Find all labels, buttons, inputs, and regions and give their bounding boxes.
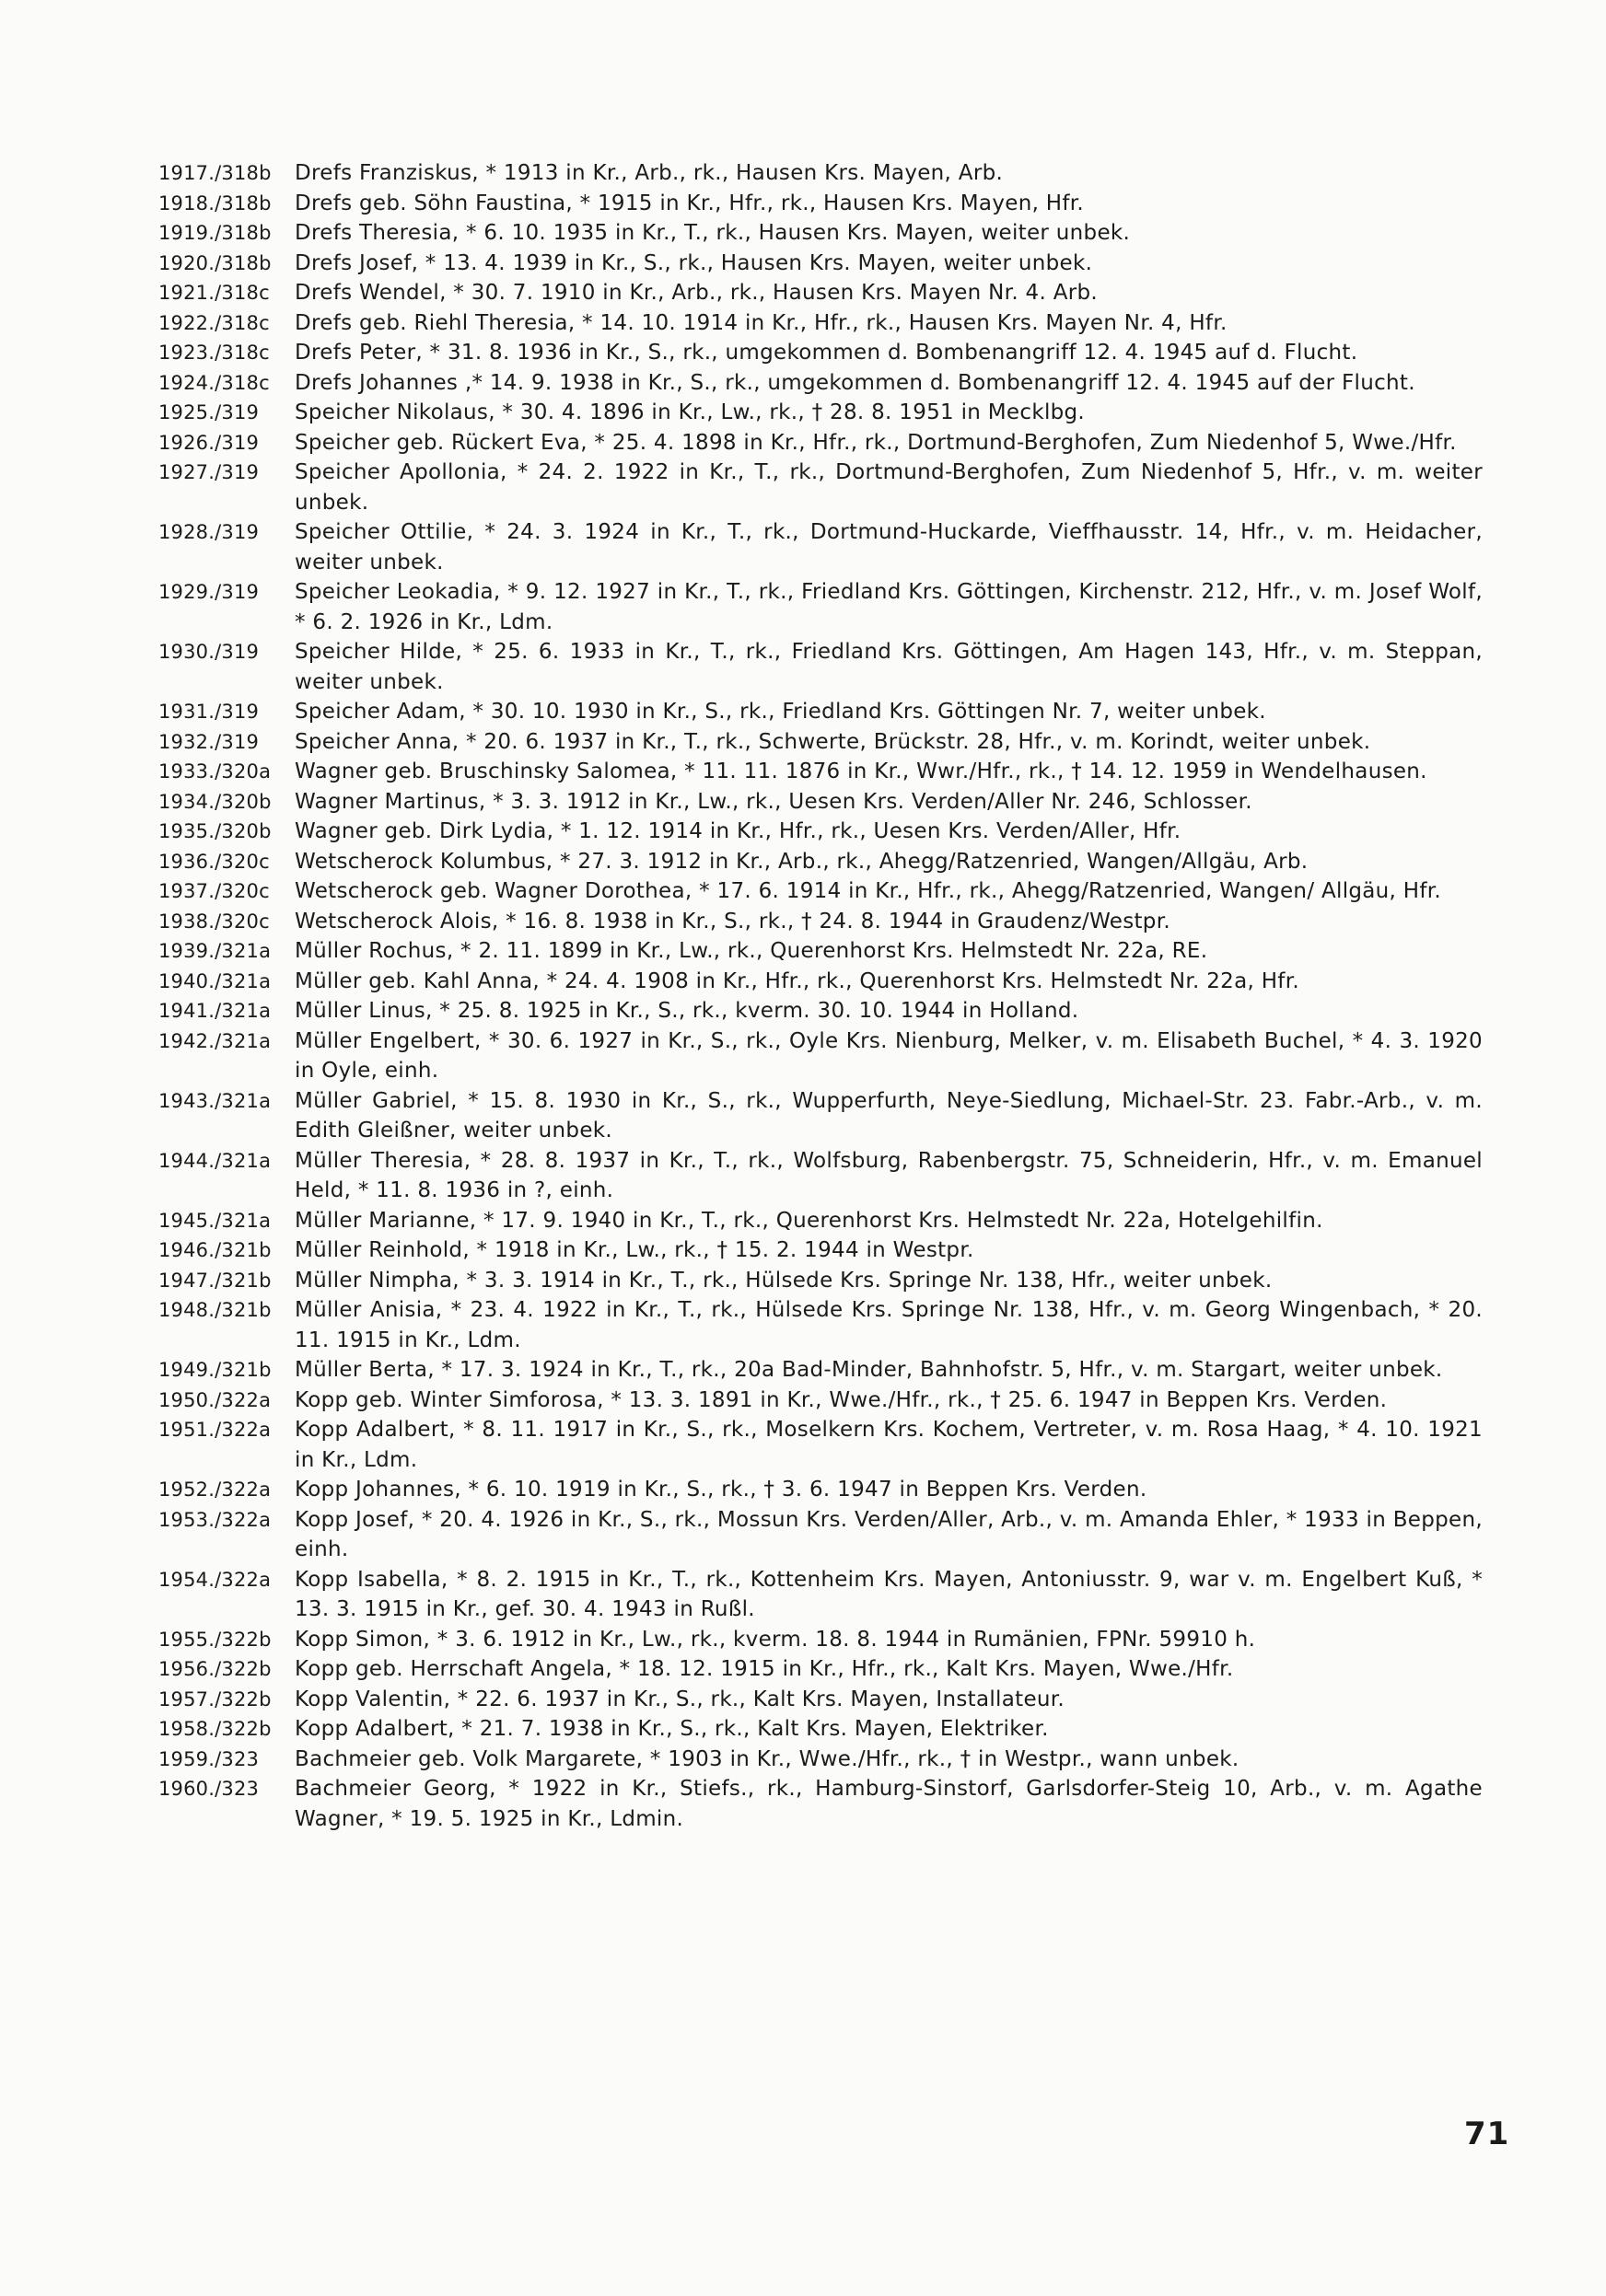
register-entry <box>0 1685 1606 1715</box>
entry-text: Speicher Nikolaus, * 30. 4. 1896 in Kr., Lw., rk., † 28. 8. 1951 in Mecklbg. <box>295 400 1086 424</box>
entry-text: Drefs Peter, * 31. 8. 1936 in Kr., S., rk., umgekommen d. Bombenangriff 12. 4. 1945 auf d. Flucht. <box>295 341 1358 365</box>
register-entry <box>0 308 1606 339</box>
entry-text: Bachmeier Georg, * 1922 in Kr., Stiefs., rk., Hamburg-Sinstorf, Garlsdorfer-Steig 10, Arb., v. m. Agathe Wagner, * 19. 5. 1925 in Kr., Ldmin. <box>295 1777 1483 1831</box>
entry-number: 1926./319 <box>158 431 260 454</box>
entry-text: Müller Gabriel, * 15. 8. 1930 in Kr., S., rk., Wupperfurth, Neye-Siedlung, Michael-Str. 23. Fabr.-Arb., v. m. Edith Gleißner, weiter unbek. <box>295 1088 1483 1142</box>
register-entry <box>0 1235 1606 1266</box>
entry-text: Bachmeier geb. Volk Margarete, * 1903 in Kr., Wwe./Hfr., rk., † in Westpr., wann unbek. <box>295 1746 1239 1771</box>
register-entry <box>0 1146 1606 1206</box>
entry-text: Müller Linus, * 25. 8. 1925 in Kr., S., rk., kverm. 30. 10. 1944 in Holland. <box>295 999 1079 1023</box>
register-entry <box>0 847 1606 877</box>
entry-text: Drefs geb. Söhn Faustina, * 1915 in Kr., Hfr., rk., Hausen Krs. Mayen, Hfr. <box>295 191 1085 215</box>
entry-number: 1936./320c <box>158 850 270 873</box>
entry-text: Speicher Adam, * 30. 10. 1930 in Kr., S., rk., Friedland Krs. Göttingen Nr. 7, weiter unbek. <box>295 700 1266 724</box>
entry-text: Müller Anisia, * 23. 4. 1922 in Kr., T., rk., Hülsede Krs. Springe Nr. 138, Hfr., v. m. Georg Wingenbach, * 20. 11. 1915 in Kr., Ldm. <box>295 1298 1483 1352</box>
register-entry <box>0 1355 1606 1386</box>
entry-number: 1956./322b <box>158 1658 272 1680</box>
entry-text: Speicher Anna, * 20. 6. 1937 in Kr., T., rk., Schwerte, Brückstr. 28, Hfr., v. m. Korindt, weiter unbek. <box>295 729 1371 754</box>
register-entry <box>0 787 1606 818</box>
entry-text: Müller Nimpha, * 3. 3. 1914 in Kr., T., rk., Hülsede Krs. Springe Nr. 138, Hfr., weiter unbek. <box>295 1268 1273 1293</box>
register-entry <box>0 278 1606 308</box>
entry-text: Müller Theresia, * 28. 8. 1937 in Kr., T., rk., Wolfsburg, Rabenbergstr. 75, Schneiderin, Hfr., v. m. Emanuel Held, * 11. 8. 1936 in ?, einh. <box>295 1148 1483 1202</box>
entry-text: Müller Engelbert, * 30. 6. 1927 in Kr., S., rk., Oyle Krs. Nienburg, Melker, v. m. Elisabeth Buchel, * 4. 3. 1920 in Oyle, einh. <box>295 1028 1483 1083</box>
entry-number: 1930./319 <box>158 641 260 663</box>
entry-number: 1949./321b <box>158 1359 272 1381</box>
register-entry <box>0 1654 1606 1685</box>
entry-number: 1932./319 <box>158 730 260 753</box>
register-entry <box>0 189 1606 219</box>
entry-number: 1959./323 <box>158 1747 260 1770</box>
entry-text: Kopp Johannes, * 6. 10. 1919 in Kr., S., rk., † 3. 6. 1947 in Beppen Krs. Verden. <box>295 1478 1147 1502</box>
register-entry <box>0 1295 1606 1355</box>
entry-number: 1933./320a <box>158 760 272 783</box>
register-entry <box>0 996 1606 1026</box>
entry-number: 1945./321a <box>158 1209 272 1232</box>
register-entry <box>0 727 1606 758</box>
entry-number: 1935./320b <box>158 820 272 842</box>
register-entry <box>0 1565 1606 1625</box>
entry-text: Müller Reinhold, * 1918 in Kr., Lw., rk., † 15. 2. 1944 in Westpr. <box>295 1238 974 1262</box>
register-entry <box>0 1086 1606 1146</box>
register-entries <box>0 158 1606 1834</box>
entry-number: 1934./320b <box>158 790 272 813</box>
register-entry <box>0 1714 1606 1745</box>
entry-text: Speicher Ottilie, * 24. 3. 1924 in Kr., T., rk., Dortmund-Huckarde, Vieffhausstr. 14, Hfr., v. m. Heidacher, weiter unbek. <box>295 520 1483 574</box>
entry-number: 1927./319 <box>158 461 260 483</box>
register-entry <box>0 158 1606 189</box>
entry-number: 1922./318c <box>158 311 270 334</box>
entry-text: Wetscherock Alois, * 16. 8. 1938 in Kr., S., rk., † 24. 8. 1944 in Graudenz/Westpr. <box>295 909 1170 933</box>
entry-text: Kopp Adalbert, * 8. 11. 1917 in Kr., S., rk., Moselkern Krs. Kochem, Vertreter, v. m. Rosa Haag, * 4. 10. 1921 in Kr., Ldm. <box>295 1418 1483 1472</box>
entry-number: 1924./318c <box>158 371 270 394</box>
entry-text: Kopp geb. Herrschaft Angela, * 18. 12. 1915 in Kr., Hfr., rk., Kalt Krs. Mayen, Wwe./Hfr. <box>295 1657 1234 1681</box>
register-entry <box>0 458 1606 517</box>
entry-number: 1944./321a <box>158 1149 272 1172</box>
entry-text: Kopp Adalbert, * 21. 7. 1938 in Kr., S., rk., Kalt Krs. Mayen, Elektriker. <box>295 1717 1049 1741</box>
entry-text: Kopp Josef, * 20. 4. 1926 in Kr., S., rk., Mossun Krs. Verden/Aller, Arb., v. m. Amanda Ehler, * 1933 in Beppen, einh. <box>295 1507 1483 1561</box>
entry-text: Drefs Josef, * 13. 4. 1939 in Kr., S., rk., Hausen Krs. Mayen, weiter unbek. <box>295 250 1093 275</box>
register-entry <box>0 907 1606 937</box>
entry-number: 1940./321a <box>158 969 272 992</box>
register-entry <box>0 517 1606 577</box>
entry-text: Wetscherock Kolumbus, * 27. 3. 1912 in Kr., Arb., rk., Ahegg/Ratzenried, Wangen/Allgäu, Arb. <box>295 849 1309 874</box>
register-entry <box>0 1774 1606 1834</box>
register-entry <box>0 1266 1606 1296</box>
register-entry <box>0 398 1606 428</box>
entry-text: Drefs Wendel, * 30. 7. 1910 in Kr., Arb., rk., Hausen Krs. Mayen Nr. 4. Arb. <box>295 281 1099 305</box>
entry-number: 1929./319 <box>158 581 260 603</box>
register-entry <box>0 757 1606 787</box>
entry-text: Kopp geb. Winter Simforosa, * 13. 3. 1891 in Kr., Wwe./Hfr., rk., † 25. 6. 1947 in Beppen Krs. Verden. <box>295 1387 1388 1412</box>
register-entry <box>0 1206 1606 1236</box>
entry-text: Speicher Hilde, * 25. 6. 1933 in Kr., T., rk., Friedland Krs. Göttingen, Am Hagen 143, Hfr., v. m. Steppan, weiter unbek. <box>295 640 1483 694</box>
entry-number: 1943./321a <box>158 1089 272 1112</box>
register-entry <box>0 428 1606 458</box>
register-entry <box>0 338 1606 368</box>
entry-text: Müller Berta, * 17. 3. 1924 in Kr., T., rk., 20a Bad-Minder, Bahnhofstr. 5, Hfr., v. m. Stargart, weiter unbek. <box>295 1358 1443 1382</box>
entry-number: 1960./323 <box>158 1778 260 1800</box>
entry-text: Müller Marianne, * 17. 9. 1940 in Kr., T., rk., Querenhorst Krs. Helmstedt Nr. 22a, Hotelgehilfin. <box>295 1208 1323 1233</box>
entry-number: 1928./319 <box>158 521 260 543</box>
register-entry <box>0 1745 1606 1775</box>
entry-text: Speicher geb. Rückert Eva, * 25. 4. 1898 in Kr., Hfr., rk., Dortmund-Berghofen, Zum Niedenhof 5, Wwe./Hfr. <box>295 430 1457 455</box>
entry-number: 1923./318c <box>158 342 270 364</box>
register-entry <box>0 936 1606 967</box>
entry-number: 1942./321a <box>158 1029 272 1052</box>
register-entry <box>0 249 1606 279</box>
entry-number: 1953./322a <box>158 1508 272 1531</box>
entry-number: 1957./322b <box>158 1687 272 1710</box>
entry-number: 1938./320c <box>158 910 270 933</box>
entry-text: Kopp Isabella, * 8. 2. 1915 in Kr., T., rk., Kottenheim Krs. Mayen, Antoniusstr. 9, war v. m. Engelbert Kuß, * 13. 3. 1915 in Kr., gef. 30. 4. 1943 in Rußl. <box>295 1567 1483 1621</box>
entry-number: 1950./322a <box>158 1388 272 1411</box>
entry-number: 1946./321b <box>158 1239 272 1261</box>
register-entry <box>0 817 1606 847</box>
entry-number: 1951./322a <box>158 1419 272 1441</box>
entry-text: Wagner Martinus, * 3. 3. 1912 in Kr., Lw., rk., Uesen Krs. Verden/Aller Nr. 246, Schlosser. <box>295 789 1252 814</box>
entry-text: Drefs Franziskus, * 1913 in Kr., Arb., rk., Hausen Krs. Mayen, Arb. <box>295 161 1004 185</box>
entry-number: 1954./322a <box>158 1568 272 1591</box>
register-entry <box>0 697 1606 727</box>
entry-text: Drefs Theresia, * 6. 10. 1935 in Kr., T., rk., Hausen Krs. Mayen, weiter unbek. <box>295 221 1131 245</box>
register-entry <box>0 1505 1606 1565</box>
entry-number: 1955./322b <box>158 1628 272 1651</box>
entry-text: Kopp Simon, * 3. 6. 1912 in Kr., Lw., rk., kverm. 18. 8. 1944 in Rumänien, FPNr. 59910 h. <box>295 1627 1256 1652</box>
entry-text: Speicher Apollonia, * 24. 2. 1922 in Kr., T., rk., Dortmund-Berghofen, Zum Niedenhof 5, Hfr., v. m. weiter unbek. <box>295 460 1483 515</box>
entry-number: 1937./320c <box>158 880 270 902</box>
entry-text: Wagner geb. Bruschinsky Salomea, * 11. 11. 1876 in Kr., Wwr./Hfr., rk., † 14. 12. 1959 in Wendelhausen. <box>295 760 1427 783</box>
entry-number: 1920./318b <box>158 251 272 274</box>
entry-number: 1917./318b <box>158 162 272 184</box>
entry-number: 1931./319 <box>158 701 260 723</box>
entry-text: Speicher Leokadia, * 9. 12. 1927 in Kr., T., rk., Friedland Krs. Göttingen, Kirchenstr. 212, Hfr., v. m. Josef Wolf, * 6. 2. 1926 in Kr., Ldm. <box>295 580 1483 634</box>
entry-text: Kopp Valentin, * 22. 6. 1937 in Kr., S., rk., Kalt Krs. Mayen, Installateur. <box>295 1687 1065 1711</box>
register-entry <box>0 577 1606 637</box>
entry-number: 1919./318b <box>158 222 272 244</box>
entry-number: 1918./318b <box>158 191 272 215</box>
entry-number: 1947./321b <box>158 1269 272 1292</box>
entry-text: Wetscherock geb. Wagner Dorothea, * 17. 6. 1914 in Kr., Hfr., rk., Ahegg/Ratzenried, Wangen/ Allgäu, Hfr. <box>295 879 1442 903</box>
register-entry <box>0 1625 1606 1655</box>
entry-text: Müller Rochus, * 2. 11. 1899 in Kr., Lw., rk., Querenhorst Krs. Helmstedt Nr. 22a, RE. <box>295 939 1208 963</box>
entry-number: 1958./322b <box>158 1718 272 1740</box>
entry-text: Wagner geb. Dirk Lydia, * 1. 12. 1914 in Kr., Hfr., rk., Uesen Krs. Verden/Aller, Hfr. <box>295 819 1181 843</box>
entry-number: 1921./318c <box>158 282 270 304</box>
entry-text: Drefs Johannes ,* 14. 9. 1938 in Kr., S., rk., umgekommen d. Bombenangriff 12. 4. 1945 auf der Flucht. <box>295 370 1415 395</box>
page-number: 71 <box>1464 2116 1510 2152</box>
register-entry <box>0 967 1606 997</box>
register-entry <box>0 368 1606 399</box>
register-entry <box>0 876 1606 907</box>
register-entry <box>0 637 1606 697</box>
register-entry <box>0 1386 1606 1416</box>
entry-number: 1941./321a <box>158 1000 272 1022</box>
entry-text: Drefs geb. Riehl Theresia, * 14. 10. 1914 in Kr., Hfr., rk., Hausen Krs. Mayen Nr. 4, Hfr. <box>295 310 1228 335</box>
register-entry <box>0 218 1606 249</box>
register-entry <box>0 1475 1606 1505</box>
entry-number: 1948./321b <box>158 1299 272 1321</box>
entry-number: 1952./322a <box>158 1478 272 1501</box>
entry-text: Müller geb. Kahl Anna, * 24. 4. 1908 in Kr., Hfr., rk., Querenhorst Krs. Helmstedt Nr. 22a, Hfr. <box>295 968 1299 993</box>
register-entry <box>0 1026 1606 1086</box>
entry-number: 1925./319 <box>158 401 260 423</box>
entry-number: 1939./321a <box>158 940 272 962</box>
register-entry <box>0 1415 1606 1475</box>
